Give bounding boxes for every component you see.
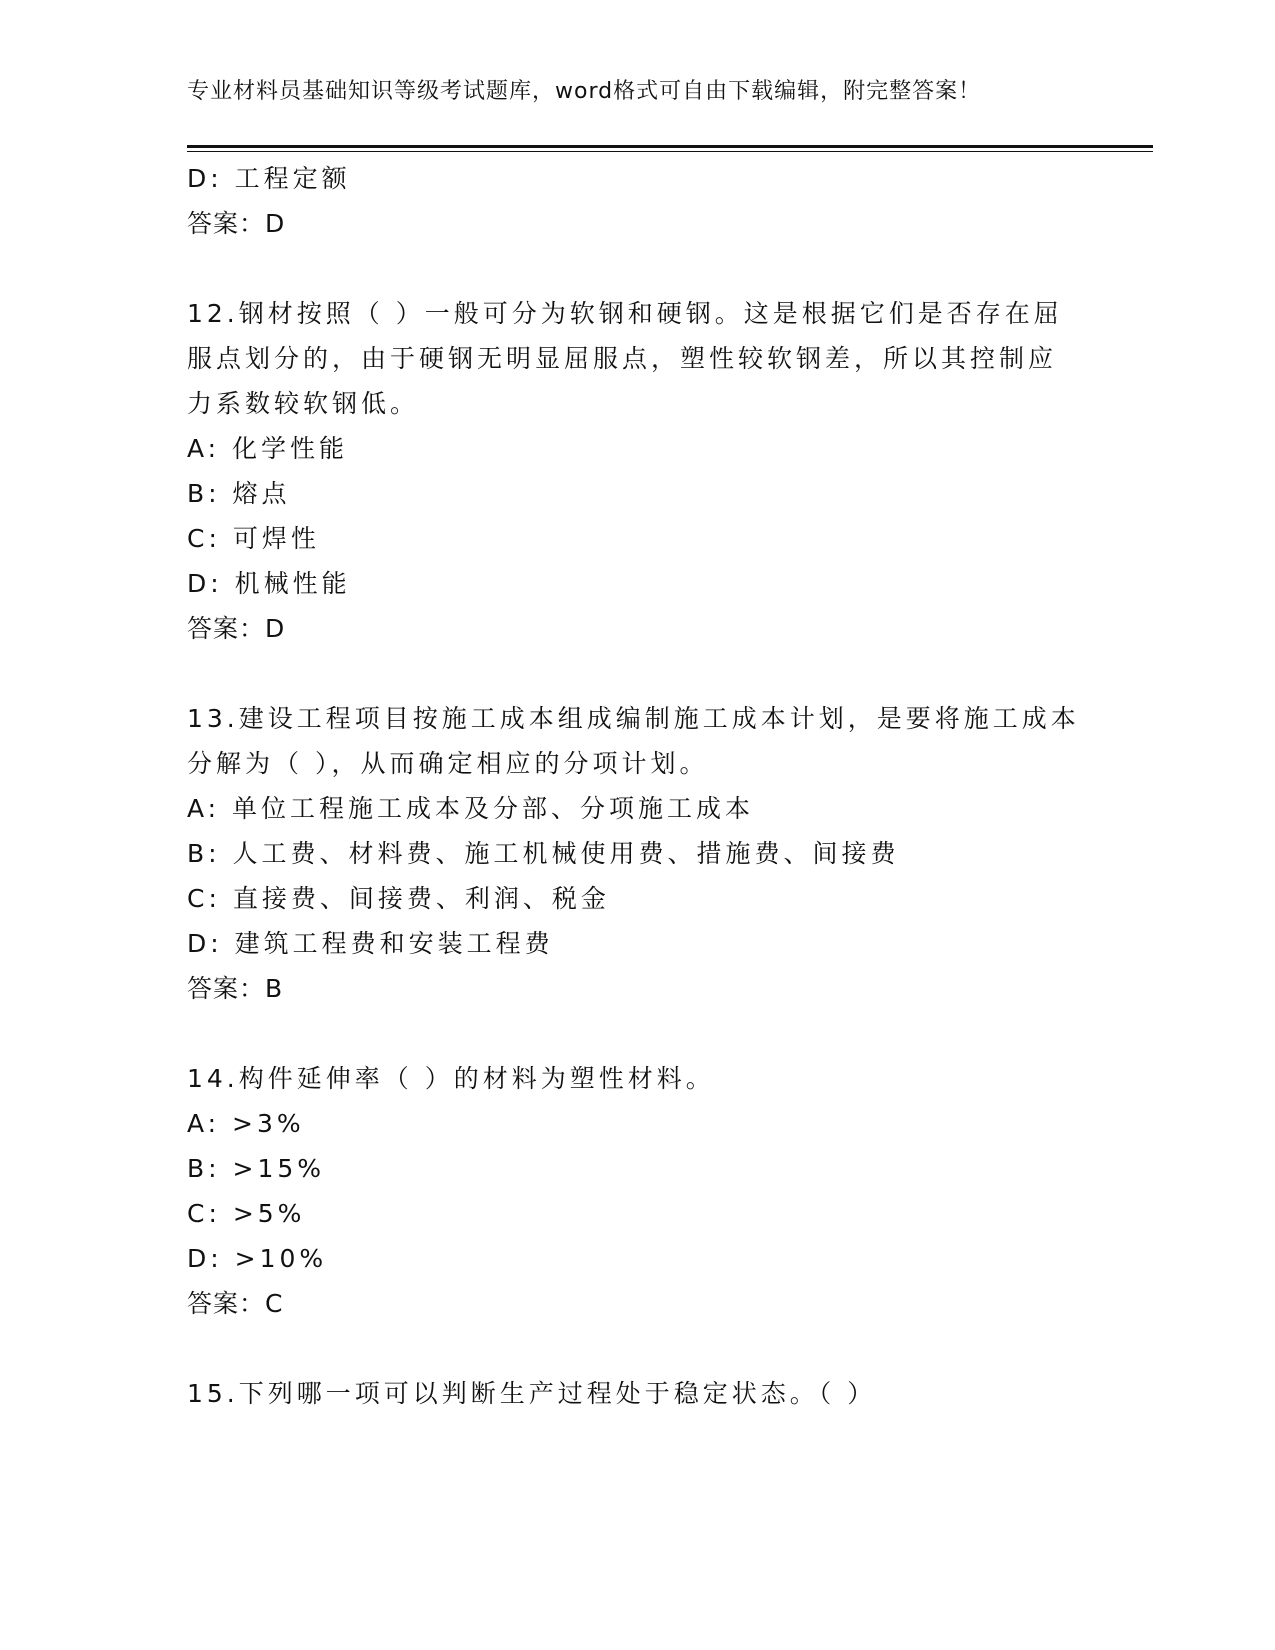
question-line: 12.钢材按照（ ）一般可分为软钢和硬钢。这是根据它们是否存在屈 <box>187 299 1063 328</box>
question-line: 13.建设工程项目按施工成本组成编制施工成本计划，是要将施工成本 <box>187 704 1080 733</box>
question-line: 分解为（ ），从而确定相应的分项计划。 <box>187 749 709 778</box>
header-rule-thin <box>187 151 1153 152</box>
header-rule-thick <box>187 145 1153 148</box>
answer-line: 答案：C <box>187 1289 284 1318</box>
option-line: B: 熔点 <box>187 479 291 508</box>
paragraph-gap <box>187 246 1087 291</box>
option-line: A: 单位工程施工成本及分部、分项施工成本 <box>187 794 755 823</box>
option-line: D: 机械性能 <box>187 569 351 598</box>
option-line: C: >5% <box>187 1199 306 1228</box>
answer-line: 答案：D <box>187 209 286 238</box>
question-line: 服点划分的，由于硬钢无明显屈服点，塑性较软钢差，所以其控制应 <box>187 344 1058 373</box>
page-header: 专业材料员基础知识等级考试题库，word格式可自由下载编辑，附完整答案！ <box>187 79 982 104</box>
option-line: D: >10% <box>187 1244 328 1273</box>
answer-line: 答案：B <box>187 974 284 1003</box>
paragraph-gap <box>187 651 1087 696</box>
answer-line: 答案：D <box>187 614 286 643</box>
option-line: A: >3% <box>187 1109 305 1138</box>
question-line: 力系数较软钢低。 <box>187 389 420 418</box>
document-body <box>187 156 1087 1416</box>
option-line: C: 可焊性 <box>187 524 320 553</box>
option-line: D: 建筑工程费和安装工程费 <box>187 929 554 958</box>
paragraph-gap <box>187 1326 1087 1371</box>
option-line: B: >15% <box>187 1154 326 1183</box>
question-line: 15.下列哪一项可以判断生产过程处于稳定状态。（ ） <box>187 1379 877 1408</box>
option-line: C: 直接费、间接费、利润、税金 <box>187 884 610 913</box>
option-line: B: 人工费、材料费、施工机械使用费、措施费、间接费 <box>187 839 900 868</box>
option-line: D: 工程定额 <box>187 164 351 193</box>
paragraph-gap <box>187 1011 1087 1056</box>
option-line: A: 化学性能 <box>187 434 349 463</box>
question-line: 14.构件延伸率（ ）的材料为塑性材料。 <box>187 1064 715 1093</box>
